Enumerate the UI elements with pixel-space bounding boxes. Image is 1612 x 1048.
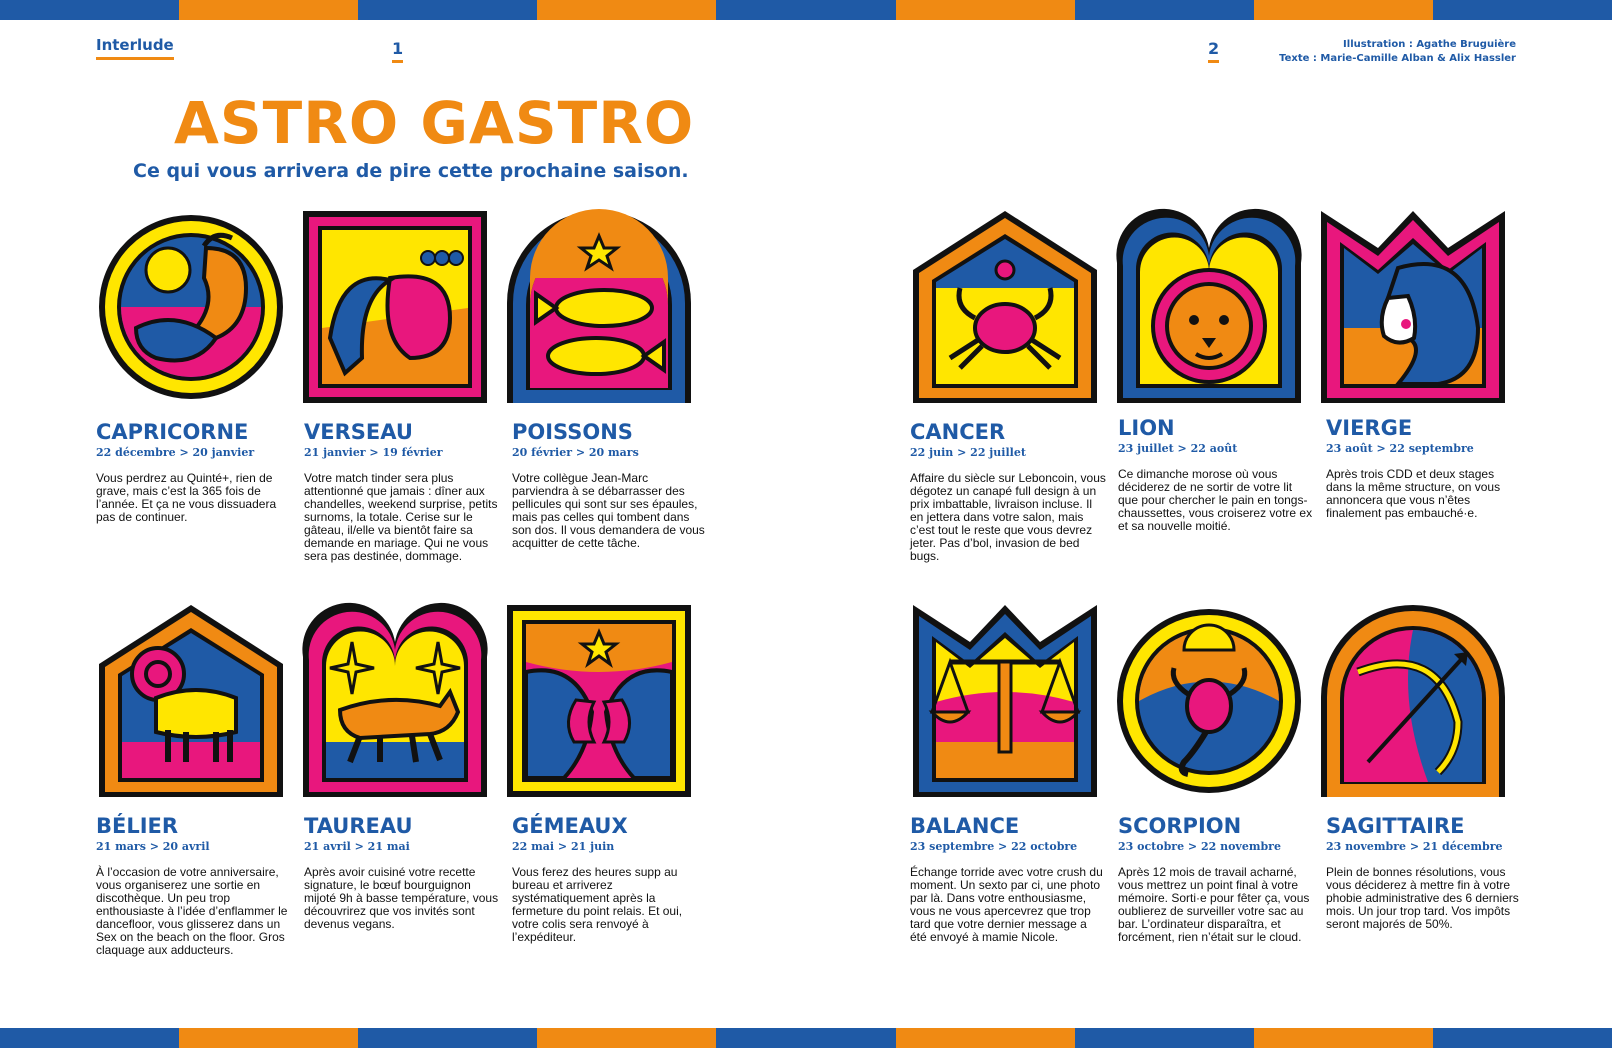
virgo-icon <box>1318 208 1508 406</box>
libra-icon <box>910 602 1100 800</box>
sign-dates: 23 octobre > 22 novembre <box>1118 840 1281 853</box>
scorpio-icon <box>1114 602 1304 800</box>
sign-dates: 22 mai > 21 juin <box>512 840 615 853</box>
leo-icon <box>1114 208 1304 406</box>
sign-horoscope: Plein de bonnes résolutions, vous vous déciderez à mettre fin à votre phobie administrative des 6 derniers mois. Un jour trop tard. Vos impôts seront majorés de 50%. <box>1326 865 1519 931</box>
sign-name: GÉMEAUX <box>512 814 628 838</box>
sign-horoscope: Votre match tinder sera plus attentionné que jamais : dîner aux chandelles, weekend surprise, petits surnoms, la totale. Cerise sur le gâteau, il/elle va bientôt faire sa demande en mariage. Qui ne vous sera pas destinée, dommage. <box>304 471 498 563</box>
sign-horoscope: Après trois CDD et deux stages dans la même structure, on vous annoncera que vous n’êtes finalement pas embauché·e. <box>1326 467 1501 520</box>
sign-scorpion <box>1118 814 1314 944</box>
taurus-icon <box>300 602 490 800</box>
sign-horoscope: Après 12 mois de travail acharné, vous mettrez un point final à votre mémoire. Sorti·e pour fêter ça, vous oublierez de surveiller votre sac au bar. L’ordinateur disparaîtra, et forcément, rien n’était sur le cloud. <box>1118 865 1310 944</box>
credits <box>1279 38 1516 66</box>
gemini-icon <box>504 602 694 800</box>
page-title: ASTRO GASTRO <box>174 89 695 157</box>
sign-dates: 22 juin > 22 juillet <box>910 446 1026 459</box>
sign-sagittaire <box>1326 814 1522 931</box>
sign-name: BALANCE <box>910 814 1020 838</box>
sign-lion <box>1118 416 1314 533</box>
sagittarius-icon <box>1318 602 1508 800</box>
page-number-left: 1 <box>392 39 403 63</box>
sign-dates: 23 juillet > 22 août <box>1118 442 1238 455</box>
sign-verseau <box>304 420 500 563</box>
sign-belier <box>96 814 292 957</box>
sign-name: VERSEAU <box>304 420 413 444</box>
sign-name: SCORPION <box>1118 814 1242 838</box>
sign-name: BÉLIER <box>96 814 179 838</box>
sign-horoscope: Ce dimanche morose où vous déciderez de ne sortir de votre lit que pour chercher le pain en tongs-chaussettes, vous croiserez votre ex et sa nouvelle moitié. <box>1118 467 1313 533</box>
aries-icon <box>96 602 286 800</box>
sign-balance <box>910 814 1106 944</box>
sign-name: LION <box>1118 416 1175 440</box>
aquarius-icon <box>300 208 490 406</box>
cancer-icon <box>910 208 1100 406</box>
sign-horoscope: Vous perdrez au Quinté+, rien de grave, mais c’est la 365 fois de l’année. Et ça ne vous dissuadera pas de continuer. <box>96 471 277 524</box>
sign-taureau <box>304 814 500 931</box>
sign-horoscope: Échange torride avec votre crush du moment. Un sexto par ci, une photo par là. Dans votre enthousiasme, vous ne vous apercevrez que trop tard que votre dernier message a été envoyé à mamie Nicole. <box>910 865 1103 944</box>
sign-vierge <box>1326 416 1522 520</box>
sign-horoscope: Vous ferez des heures supp au bureau et arriverez systématiquement après la fermeture du point relais. Et oui, votre colis sera renvoyé à l’expéditeur. <box>512 865 683 944</box>
sign-name: CAPRICORNE <box>96 420 249 444</box>
sign-name: VIERGE <box>1326 416 1413 440</box>
page-subtitle: Ce qui vous arrivera de pire cette prochaine saison. <box>133 160 689 182</box>
illustration-credit: Illustration : Agathe Bruguière <box>1343 39 1516 50</box>
sign-name: TAUREAU <box>304 814 413 838</box>
sign-dates: 20 février > 20 mars <box>512 446 639 459</box>
bottom-color-band <box>0 1028 1612 1048</box>
sign-dates: 23 septembre > 22 octobre <box>910 840 1078 853</box>
sign-gemeaux <box>512 814 708 944</box>
sign-dates: 23 novembre > 21 décembre <box>1326 840 1503 853</box>
sign-name: CANCER <box>910 420 1006 444</box>
sign-name: SAGITTAIRE <box>1326 814 1465 838</box>
pisces-icon <box>504 208 694 406</box>
section-rubric: Interlude <box>96 36 174 60</box>
sign-horoscope: Affaire du siècle sur Leboncoin, vous dégotez un canapé full design à un prix imbattable, livraison incluse. Il en jettera dans votre salon, mais c’est tout le reste que vous devrez jeter. Pas d’bol, invasion de bed bugs. <box>910 471 1106 563</box>
sign-poissons <box>512 420 708 550</box>
sign-horoscope: Votre collègue Jean-Marc parviendra à se débarrasser des pellicules qui sont sur ses épaules, mais pas celles qui tombent dans son dos. Il vous demandera de vous acquitter de cette tâche. <box>512 471 705 550</box>
sign-dates: 23 août > 22 septembre <box>1326 442 1474 455</box>
text-credit: Texte : Marie-Camille Alban & Alix Hassler <box>1279 53 1516 64</box>
sign-dates: 21 janvier > 19 février <box>304 446 443 459</box>
sign-horoscope: Après avoir cuisiné votre recette signature, le bœuf bourguignon mijoté 9h à basse température, vous découvrirez que vos invités sont devenus vegans. <box>304 865 499 931</box>
sign-horoscope: À l’occasion de votre anniversaire, vous organiserez une sortie en discothèque. Un peu trop enthousiaste à l’idée d’enflammer le dancefloor, vous glisserez dans un Sex on the beach on the floor. Gros claquage aux adducteurs. <box>96 865 288 957</box>
sign-dates: 21 mars > 20 avril <box>96 840 210 853</box>
sign-dates: 21 avril > 21 mai <box>304 840 410 853</box>
top-color-band <box>0 0 1612 20</box>
sign-capricorne <box>96 420 292 524</box>
sign-dates: 22 décembre > 20 janvier <box>96 446 255 459</box>
capricorn-icon <box>96 208 286 406</box>
sign-name: POISSONS <box>512 420 633 444</box>
sign-cancer <box>910 420 1106 563</box>
page-number-right: 2 <box>1208 39 1219 63</box>
